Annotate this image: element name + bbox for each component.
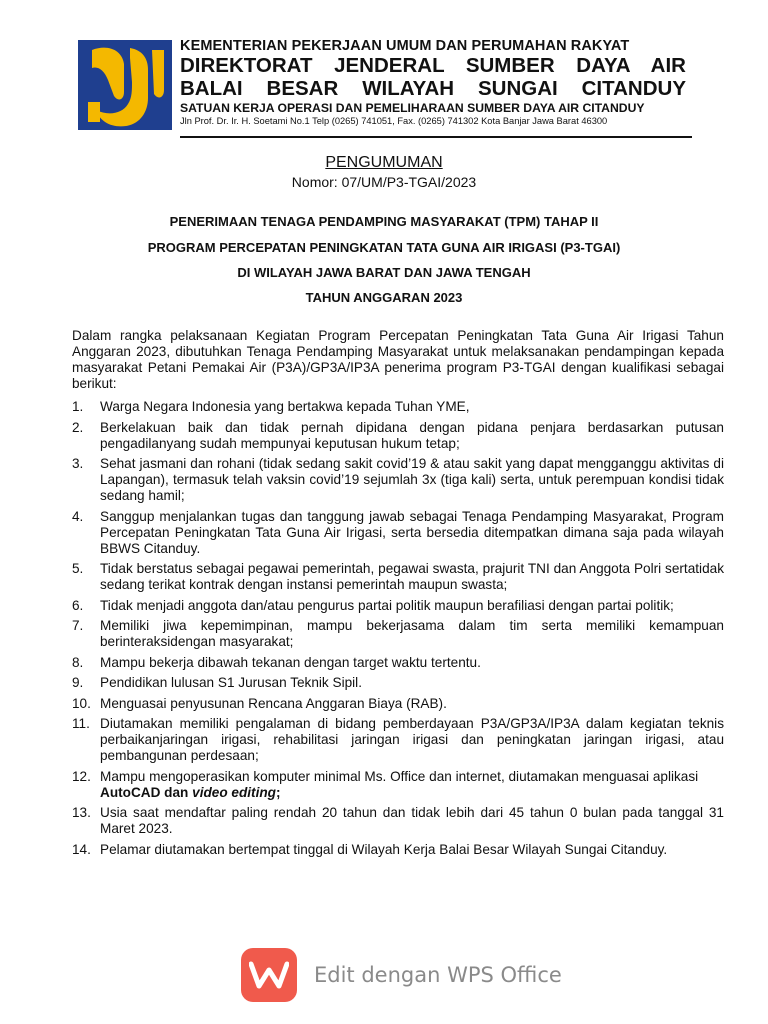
- item-number: 1.: [72, 399, 84, 414]
- item-text: Mampu mengoperasikan komputer minimal Ms. Office dan internet, diutamakan menguasai aplikasi: [100, 768, 699, 784]
- item-number: 12.: [72, 768, 91, 784]
- item-text: Mampu bekerja dibawah tekanan dengan target waktu tertentu.: [100, 654, 481, 670]
- video-editing-text: video editing: [192, 784, 276, 800]
- wps-office-icon[interactable]: [241, 948, 297, 1002]
- letterhead-divider: [180, 136, 692, 138]
- item-number: 11.: [72, 716, 90, 731]
- letterhead: [180, 38, 686, 126]
- pupr-logo-icon: [78, 40, 172, 130]
- requirement-item: [72, 655, 724, 671]
- item-text: Warga Negara Indonesia yang bertakwa kepada Tuhan YME,: [100, 399, 470, 414]
- requirement-item: [72, 399, 724, 415]
- subject-line: PENERIMAAN TENAGA PENDAMPING MASYARAKAT (TPM) TAHAP II: [169, 214, 599, 229]
- item-text: Pelamar diutamakan bertempat tinggal di Wilayah Kerja Balai Besar Wilayah Sungai Citanduy.: [100, 841, 668, 857]
- item-number: 14.: [72, 841, 91, 857]
- item-text: Tidak berstatus sebagai pegawai pemerintah, pegawai swasta, prajurit TNI dan Anggota Polri sertatidak sedang terikat kontrak dengan instansi pemerintah maupun swasta;: [100, 561, 724, 592]
- requirement-item: [72, 598, 724, 614]
- requirement-item: [72, 561, 724, 593]
- requirement-item: [72, 696, 724, 712]
- item-text: Tidak menjadi anggota dan/atau pengurus partai politik maupun berafiliasi dengan partai politik;: [100, 597, 674, 613]
- item-text: Sanggup menjalankan tugas dan tanggung jawab sebagai Tenaga Pendamping Masyarakat, Program Percepatan Peningkatan Tata Guna Air Irigasi, serta bersedia ditempatkan dimana saja pada wilayah BBWS Citanduy.: [100, 508, 724, 556]
- directorate-name: DIREKTORAT JENDERAL SUMBER DAYA AIR: [180, 54, 686, 77]
- subject-line: TAHUN ANGGARAN 2023: [305, 290, 463, 305]
- requirement-item: [72, 675, 724, 691]
- subject-line: DI WILAYAH JAWA BARAT DAN JAWA TENGAH: [237, 265, 531, 280]
- office-name: BALAI BESAR WILAYAH SUNGAI CITANDUY: [180, 77, 686, 100]
- requirement-item: [72, 805, 724, 837]
- requirement-item: [72, 420, 724, 452]
- item-number: 5.: [72, 561, 84, 576]
- requirement-item: [72, 842, 724, 858]
- item-text: Menguasai penyusunan Rencana Anggaran Biaya (RAB).: [100, 695, 447, 711]
- announcement-number: Nomor: 07/UM/P3-TGAI/2023: [291, 174, 477, 190]
- item-number: 6.: [72, 597, 84, 613]
- item-number: 10.: [72, 695, 91, 711]
- requirement-item: [72, 769, 724, 801]
- item-number: 13.: [72, 805, 91, 820]
- announcement-heading: PENGUMUMAN: [325, 154, 443, 171]
- requirement-item: [72, 456, 724, 504]
- item-text: Usia saat mendaftar paling rendah 20 tahun dan tidak lebih dari 45 tahun 0 bulan pada tanggal 31 Maret 2023.: [100, 805, 724, 836]
- requirement-item: [72, 509, 724, 557]
- item-number: 4.: [72, 508, 84, 524]
- wps-w-icon: [249, 960, 289, 990]
- office-address: Jln Prof. Dr. Ir. H. Soetami No.1 Telp (0265) 741051, Fax. (0265) 741302 Kota Banjar Jawa Barat 46300: [180, 116, 608, 126]
- unit-name: SATUAN KERJA OPERASI DAN PEMELIHARAAN SUMBER DAYA AIR CITANDUY: [180, 101, 645, 115]
- item-text: Berkelakuan baik dan tidak pernah dipidana dengan pidana penjara berdasarkan putusan pengadilanyang sudah mempunyai keputusan hukum tetap;: [100, 419, 724, 451]
- item-text: Sehat jasmani dan rohani (tidak sedang sakit covid’19 & atau sakit yang dapat mengganggu aktivitas di Lapangan), termasuk telah vaksin covid’19 sejumlah 3x (tiga kali) serta, untuk perempuan kondisi tidak sedang hamil;: [100, 456, 724, 503]
- item-number: 7.: [72, 618, 84, 633]
- item-number: 9.: [72, 675, 84, 690]
- item-number: 2.: [72, 419, 84, 435]
- wps-edit-link[interactable]: Edit dengan WPS Office: [314, 963, 562, 987]
- requirement-item: [72, 716, 724, 764]
- item-text: Memiliki jiwa kepemimpinan, mampu bekerjasama dalam tim serta memiliki kemampuan berinteraksidengan masyarakat;: [100, 618, 724, 649]
- intro-paragraph: Dalam rangka pelaksanaan Kegiatan Program Percepatan Peningkatan Tata Guna Air Irigasi Tahun Anggaran 2023, dibutuhkan Tenaga Pendamping Masyarakat untuk melaksanakan pendampingan kepada masyarakat Petani Pemakai Air (P3A)/GP3A/IP3A penerima program P3-TGAI dengan kualifikasi sebagai berikut:: [72, 328, 724, 391]
- item-number: 3.: [72, 456, 84, 471]
- ministry-name: KEMENTERIAN PEKERJAAN UMUM DAN PERUMAHAN RAKYAT: [180, 38, 630, 54]
- item-number: 8.: [72, 654, 84, 670]
- item-end: ;: [275, 784, 281, 800]
- item-text: Diutamakan memiliki pengalaman di bidang pemberdayaan P3A/GP3A/IP3A dalam kegiatan teknis perbaikanjaringan irigasi, rehabilitasi jaringan irigasi dan peningkatan jaringan irigasi, atau pembangunan perdesaan;: [100, 716, 724, 763]
- requirements-list: [72, 399, 724, 862]
- subject-line: PROGRAM PERCEPATAN PENINGKATAN TATA GUNA AIR IRIGASI (P3-TGAI): [147, 240, 621, 255]
- item-text: Pendidikan lulusan S1 Jurusan Teknik Sipil.: [100, 675, 362, 690]
- requirement-item: [72, 618, 724, 650]
- software-list: AutoCAD dan: [100, 784, 189, 800]
- item-extra: [100, 785, 281, 800]
